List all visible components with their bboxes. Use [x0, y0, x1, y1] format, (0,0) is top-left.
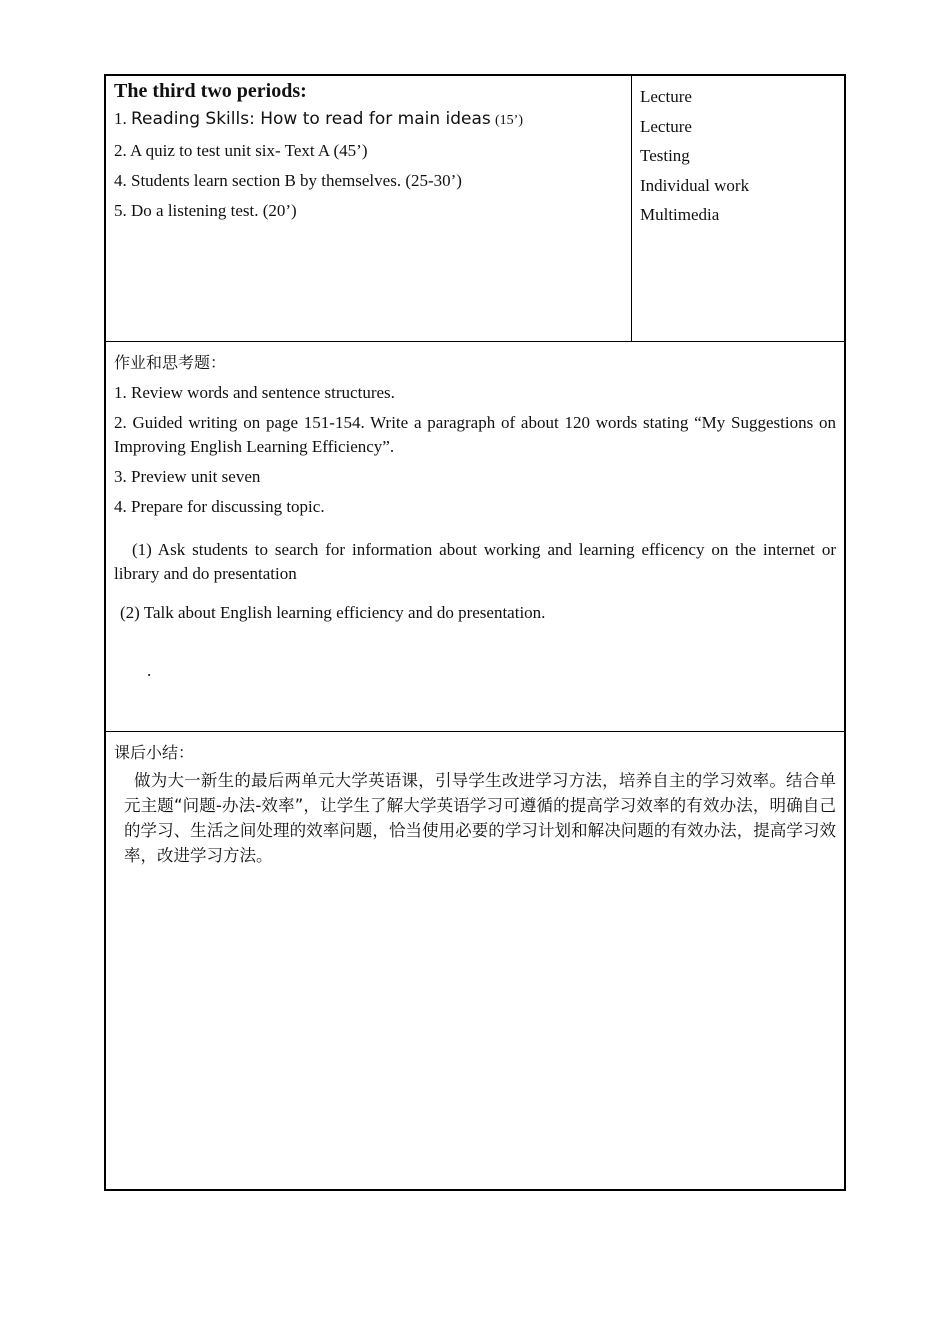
teaching-methods-cell — [632, 76, 844, 341]
period-item-1-time: (15’) — [495, 113, 524, 128]
homework-sub-2: (2) Talk about English learning efficiency and do presentation. — [120, 603, 546, 622]
periods-row — [106, 76, 844, 342]
lesson-plan-table — [104, 74, 846, 1191]
homework-label: 作业和思考题： — [114, 353, 227, 372]
method-3: Testing — [640, 146, 690, 165]
method-1: Lecture — [640, 87, 692, 106]
periods-content-cell — [106, 76, 632, 341]
period-item-2: 2. A quiz to test unit six- Text A (45’) — [114, 141, 368, 160]
period-item-1-number: 1. — [114, 109, 127, 128]
homework-dot: . — [147, 661, 152, 680]
homework-item-2: 2. Guided writing on page 151-154. Write a paragraph of about 120 words stating “My Suggestions on Improving English Learning Efficiency”. — [114, 413, 836, 456]
summary-text: 做为大一新生的最后两单元大学英语课，引导学生改进学习方法，培养自主的学习效率。结合单元主题“问题-办法-效率”，让学生了解大学英语学习可遵循的提高学习效率的有效办法，明确自己的学习、生活之间处理的效率问题，恰当使用必要的学习计划和解决问题的有效办法，提高学习效率，改进学习方法。 — [124, 771, 836, 865]
summary-row — [106, 732, 844, 1189]
homework-row — [106, 342, 844, 732]
periods-heading: The third two periods: — [114, 80, 307, 102]
method-2: Lecture — [640, 116, 692, 136]
homework-item-1: 1. Review words and sentence structures. — [114, 383, 395, 402]
homework-sub-1: (1) Ask students to search for information about working and learning efficency on the internet or library and do presentation — [114, 540, 836, 583]
homework-item-3: 3. Preview unit seven — [114, 467, 261, 486]
summary-label: 课后小结： — [114, 743, 195, 762]
period-item-5: 5. Do a listening test. (20’) — [114, 201, 297, 220]
method-5: Multimedia — [640, 205, 720, 224]
period-item-1 — [114, 104, 623, 136]
method-4: Individual work — [640, 175, 750, 195]
period-item-4: 4. Students learn section B by themselves. (25-30’) — [114, 171, 462, 190]
homework-item-4: 4. Prepare for discussing topic. — [114, 497, 325, 516]
period-item-1-title: Reading Skills: How to read for main ideas — [131, 109, 491, 129]
